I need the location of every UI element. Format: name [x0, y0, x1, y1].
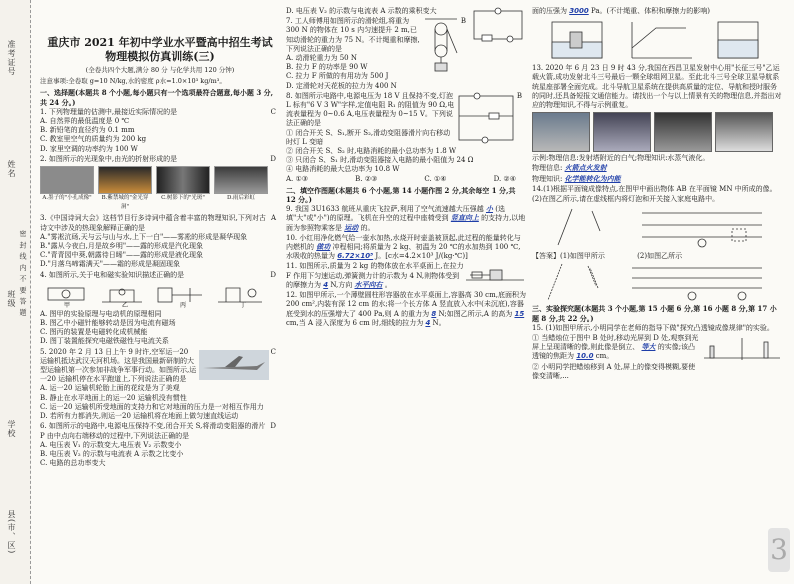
section-2-heading: 二、填空作图题(本题共 6 个小题,第 14 小题作图 2 分,其余每空 1 分,共 12 分。) — [286, 185, 516, 205]
q8-statement-3: ③ 只闭合 S、S₁ 时,滑动变阻器接入电路的最小阻值为 24 Ω — [286, 156, 474, 165]
question-10 — [286, 234, 526, 262]
q5-option-d: D. 若所有力都消失,则运一20 运输机将在地面上做匀速直线运动 — [40, 412, 239, 421]
q2-caption-c: C.树影下的"光斑" — [161, 195, 205, 202]
q1-option-d: D. 家里空调的功率约为 100 W — [40, 144, 138, 153]
q5-aircraft-photo — [199, 350, 269, 380]
q13-knowledge-label: 物理知识: — [532, 174, 563, 183]
q13-info-row — [532, 164, 782, 173]
q15-answer-2: 10.0 — [576, 352, 594, 361]
q3-option-c: C."青青园中葵,朝露待日晞"——露的形成是液化现象 — [40, 251, 203, 260]
q6-stem: 6. 如图所示的电路中,电源电压保持不变,闭合开关 S,将滑动变阻器的滑片 P 由中点向右端移动的过程中,下列说法正确的是 — [40, 422, 266, 440]
q2-figure-c — [156, 166, 210, 212]
q1-option-c: C. 教室里空气的质量约为 200 kg — [40, 135, 147, 144]
q15-stem: 15. (1)如图甲所示,小明同学在老师的指导下做"探究凸透镜成像规律"的实验。 — [532, 323, 774, 332]
q8-circuit-diagram — [455, 92, 517, 144]
q10-answer-2: 6.72×10⁵ — [337, 252, 374, 261]
q6-option-d: D. 电压表 V₂ 的示数与电流表 A 示数的乘积变大 — [286, 7, 437, 15]
q13-photo-4 — [715, 112, 773, 152]
label-name: 姓名 — [7, 160, 16, 178]
q5-option-a: A. 运一20 运输机轮胎上面的花纹是为了美观 — [40, 384, 180, 393]
q9-text-4: 的。 — [360, 223, 375, 232]
q9-stem: 9. 我国 3U1633 航班从重庆飞拉萨,利用了空气流速越大压强越 — [286, 205, 484, 214]
question-12 — [286, 291, 526, 328]
q5-stem: 5. 2020 年 2 月 13 日上午 9 时许,空军运一20 运输机抵达武汉天河机场。这是我国最新研制的大型运输机第一次参加非战争军事行动。如图所示,运一20 运输机停在水平跑道上,下列说法正确的是 — [40, 347, 197, 384]
q3-stem: 3.《中国诗词大会》这档节目行多诗词中蕴含着丰富的物理知识,下列对古诗文中涉及的热现象解释正确的是 — [40, 214, 266, 232]
q2-caption-d: D.雨后彩虹 — [227, 195, 255, 202]
q13-photo-1 — [532, 112, 590, 152]
q12-answer-3: 4 — [425, 318, 431, 327]
q12-end-text: 面的压强为 — [532, 7, 567, 15]
q15a-text-2: 的实像;该凸透镜的焦距为 — [532, 343, 696, 361]
q8-choice-d: D. ②④ — [493, 174, 516, 183]
q6-option-a: A. 电压表 V₁ 的示数变大,电压表 V₂ 示数变小 — [40, 440, 182, 449]
exam-info: (全卷共四个大题,满分 80 分 与化学共用 120 分钟) — [85, 66, 235, 74]
q7-option-c: C. 拉力 F 所做的有用功为 500 J — [286, 72, 389, 81]
section-3-heading: 三、实验探究题(本题共 3 个小题,第 15 小题 6 分,第 16 小题 8 分,第 17 小题 8 分,共 22 分。) — [532, 304, 777, 323]
q12-answer-1: 8 — [431, 309, 437, 318]
q4-caption-ding: 丁 — [240, 301, 247, 308]
question-4 — [40, 271, 280, 347]
q2-figure-a — [40, 166, 94, 212]
q11-answer-2: 水平向右 — [354, 280, 383, 289]
q7-pulley-diagram — [421, 17, 461, 75]
q12-end-rest: Pa。(不计绳重、体积和摩擦力的影响) — [590, 7, 710, 15]
label-district: 县(市、区) — [7, 510, 16, 555]
label-school: 学校 — [7, 420, 16, 438]
q3-option-a: A."雾凇沆砀,天与云与山与水,上下一白"——雾凇的形成是凝华现象 — [40, 232, 248, 241]
q13-info-answer: 火箭点火发射 — [564, 164, 607, 173]
q4-option-a: A. 图甲的实验原理与电动机的原理相同 — [40, 309, 162, 318]
q6-circuit-diagram — [470, 7, 526, 43]
q4-option-b: B. 图乙中小磁针能够转动是因为电流有磁场 — [40, 319, 176, 328]
q13-photos — [532, 112, 782, 152]
q8-statement-2: ② 闭合开关 S、S₂ 时,电路消耗的最小总功率为 1.8 W — [286, 147, 457, 156]
q8-choice-c: C. ①④ — [424, 174, 447, 183]
q6-option-c: C. 电路的总功率变大 — [40, 459, 106, 468]
label-exam-number: 准考证号 — [7, 40, 16, 76]
page-number: 3 — [768, 528, 790, 572]
question-5 — [40, 348, 280, 422]
question-6-continued — [286, 7, 526, 16]
q5-option-b: B. 静止在水平地面上的运一20 运输机没有惯性 — [40, 393, 187, 402]
q3-option-b: B."露从今夜白,月是故乡明"——露的形成是汽化现象 — [40, 242, 204, 251]
q2-figure-d — [214, 166, 268, 212]
q7-option-b: B. 拉力 F 的功率是 90 W — [286, 63, 368, 72]
label-class: 班级 — [7, 290, 16, 308]
q4-caption-bing: 丙 — [180, 301, 187, 308]
q15-part-b: ② 小明同学把蜡烛移到 A 处,屏上的像变得模糊,要使像变清晰,... — [532, 362, 696, 380]
q12-text-2: N;如图乙所示,A 的高为 — [438, 309, 513, 318]
column-2 — [286, 6, 526, 578]
answer-6: D — [270, 422, 276, 431]
q10-answer-1: 做功 — [316, 243, 331, 252]
q12-text-3: cm,当 A 浸入深度为 6 cm 时,细线的拉力为 — [286, 318, 424, 327]
q13-photo-2 — [593, 112, 651, 152]
question-9 — [286, 205, 526, 233]
answer-2: D — [270, 154, 276, 163]
q8-statement-1: ① 闭合开关 S、S₁,断开 S₂,滑动变阻器滑片向右移动时灯 L 变暗 — [286, 128, 451, 146]
q10-text-3: J。[c水=4.2×10³ J/(kg·℃)] — [375, 252, 468, 261]
exam-notes: 注意事项:全卷取 g=10 N/kg,水的密度 ρ水=1.0×10³ kg/m³。 — [40, 77, 226, 86]
q12-text-4: N。 — [432, 318, 446, 327]
q12-answer-2: 15 — [514, 309, 525, 318]
q1-option-b: B. 新铅笔的直径约为 0.1 mm — [40, 126, 135, 135]
q4-option-d: D. 图丁装置能探究电磁铁磁性与电流关系 — [40, 337, 169, 346]
q6-option-b: B. 电压表 V₂ 的示数与电流表 A 示数之比变小 — [40, 449, 184, 458]
q2-figures — [40, 166, 280, 212]
q12-answer-4: 3000 — [569, 7, 589, 15]
page-title — [40, 36, 280, 64]
q4-diagrams — [40, 282, 270, 308]
q2-figure-b — [98, 166, 152, 212]
q11-stem: 11. 如图所示,质量为 2 kg 的物体放在水平桌面上,在拉力 F 作用下匀速运动,弹簧测力计的示数为 4 N,则物体受到的摩擦力为 — [286, 262, 464, 289]
q7-option-a: A. 动滑轮重力为 50 N — [286, 54, 357, 63]
section-1-heading: 一、选择题(本题共 8 个小题,每小题只有一个选项最符合题意,每小题 3 分,共 24 分。) — [40, 88, 274, 107]
q14-part-1: 14.(1)根据平面镜成像特点,在图甲中画出物体 AB 在平面镜 MN 中所成的像。 — [532, 184, 777, 193]
q15-lens-diagram — [702, 334, 782, 364]
answer-3: A — [270, 214, 276, 223]
q11-answer-1: 4 — [323, 280, 329, 289]
q12-stem: 12. 如图甲所示,一个薄壁圆柱形容器放在水平桌面上,容器高 30 cm,底面积为 200 cm²,内装有深 12 cm 的水;将一个长方体 A 竖直放入水中(未沉底),容器底受到水的压强增大了 400 Pa,则 A 的重力为 — [286, 291, 526, 318]
q12-container-diagram — [532, 18, 782, 62]
q11-diagram — [464, 262, 526, 284]
question-3 — [40, 214, 280, 269]
question-1 — [40, 108, 280, 154]
q9-answer-2: 竖直向上 — [450, 214, 479, 223]
answer-4: D — [270, 270, 276, 279]
q4-stem: 4. 如图所示,关于电和磁实验知识描述正确的是 — [40, 270, 185, 279]
q11-text-3: 。 — [384, 280, 392, 289]
q11-text-2: N,方向 — [330, 280, 353, 289]
q1-option-a: A. 自然界的最低温度是 0 ℃ — [40, 117, 130, 126]
q2-stem: 2. 如图所示的光现象中,由光的折射形成的是 — [40, 154, 178, 163]
q5-option-c: C. 运一20 运输机所受地面的支持力和它对地面的压力是一对相互作用力 — [40, 402, 264, 411]
q8-choice-a: A. ①③ — [286, 174, 309, 183]
q14-answer-row — [532, 252, 782, 261]
answer-7: B — [460, 17, 466, 26]
q14-part-2: (2)在图乙所示,请在虚线框内将灯泡和开关接入家庭电路中。 — [532, 195, 720, 204]
binding-strip — [0, 0, 31, 584]
q9-answer-1: 小 — [485, 205, 493, 214]
column-3 — [532, 6, 782, 578]
q9-answer-3: 运动 — [344, 223, 359, 232]
question-11 — [286, 262, 526, 290]
q8-choices — [286, 175, 526, 184]
seal-line-text: 密 封 线 内 不 要 答 题 — [19, 230, 27, 317]
answer-5: C — [270, 347, 276, 356]
q10-stem: 10. 小红用净化燃气给一壶水加热,水烧开时壶盖被顶起,此过程的能量转化与内燃机的 — [286, 233, 521, 252]
q15a-text-3: cm。 — [595, 352, 614, 361]
q13-knowledge-row — [532, 175, 782, 184]
q9-text-2: (选填"大"或"小")的原理。飞机在升空的过程中座椅受到 — [286, 205, 505, 223]
q13-knowledge-answer: 化学能转化为内能 — [564, 174, 621, 183]
title-line-2: 物理模拟仿真训练(三) — [105, 50, 215, 63]
answer-8: B — [516, 91, 522, 100]
q14-answer-label: 【答案】(1)如图甲所示 — [532, 252, 605, 261]
q1-stem: 1. 下列物理量的估测中,最接近实际情况的是 — [40, 107, 178, 116]
title-line-1: 重庆市 2021 年初中学业水平暨高中招生考试 — [47, 36, 273, 49]
q13-photo-3 — [654, 112, 712, 152]
column-1 — [40, 6, 280, 578]
q14-answer-label-2: (2)如图乙所示 — [637, 252, 683, 261]
q4-option-c: C. 图丙的装置是电磁转化成机械能 — [40, 328, 148, 337]
q15-answer-1: 等大 — [641, 343, 656, 352]
q4-figures — [40, 282, 280, 308]
question-6 — [40, 422, 280, 468]
q2-caption-b: B.紫禁城的"金光穿洞" — [101, 195, 149, 211]
answer-1: C — [270, 107, 276, 116]
q8-stem: 8. 如图所示电路中,电源电压为 18 V 且保持不变,灯泡 L 标有"6 V 3 W"字样,定值电阻 R₁ 的阻值为 90 Ω,电流表量程为 0~0.6 A,电压表量程为 0~15 V。下列说法正确的是 — [286, 91, 455, 128]
q15a-text: ① 当蜡烛位于图中 B 处时,移动光屏到 D 处,观察到光屏上呈现清晰的像,则此像是倒立、 — [532, 334, 699, 352]
q14-diagrams — [532, 205, 782, 251]
q14-answer-diagrams — [532, 262, 782, 302]
question-12-end — [532, 7, 782, 16]
q13-example: 示例:物理信息:发射塔附近的白气;物理知识:水蒸气液化。 — [532, 154, 710, 163]
q7-stem: 7. 工人师傅用如图所示的滑轮组,将重为 300 N 的物体在 10 s 内匀速提升 2 m,已知动滑轮的重力为 75 N。不计绳重和摩擦,下列说法正确的是 — [286, 17, 420, 53]
q8-choice-b: B. ②③ — [355, 174, 378, 183]
question-2 — [40, 155, 280, 213]
q10-text-2: 冲程相同;将质量为 2 kg、初温为 20 ℃的水加热到 100 ℃,水吸收的热量为 — [286, 243, 521, 261]
q4-caption-yi: 乙 — [122, 301, 129, 308]
q8-statement-4: ④ 电路消耗的最大总功率为 10.8 W — [286, 165, 400, 174]
q2-caption-a: A.墨子的"小孔成像" — [42, 195, 92, 202]
q13-stem: 13. 2020 年 6 月 23 日 9 时 43 分,我国在西昌卫星发射中心用"长征三号"乙运载火箭,成功发射北斗三号最后一颗全球组网卫星。至此北斗三号全球卫星导航系统星座部署全面完成。北斗导航卫星系统在提供高质量的定位、导航和授时服务的同时,还具备短报文通信能力。请找出一个与以上情景有关的物理信息,并指出对应的物理知识,不得与示例重复。 — [532, 64, 782, 110]
q7-option-d: D. 定滑轮对天花板的拉力为 400 N — [286, 81, 397, 90]
q4-caption-jia: 甲 — [64, 301, 71, 308]
q9-text-3: 的支持力,以地面为参照物乘客是 — [286, 214, 526, 232]
question-13 — [532, 64, 782, 110]
q3-option-d: D."月落乌啼霜满天"——霜的形成是凝固现象 — [40, 260, 181, 269]
question-8 — [286, 92, 526, 184]
q13-info-label: 物理信息: — [532, 164, 563, 173]
